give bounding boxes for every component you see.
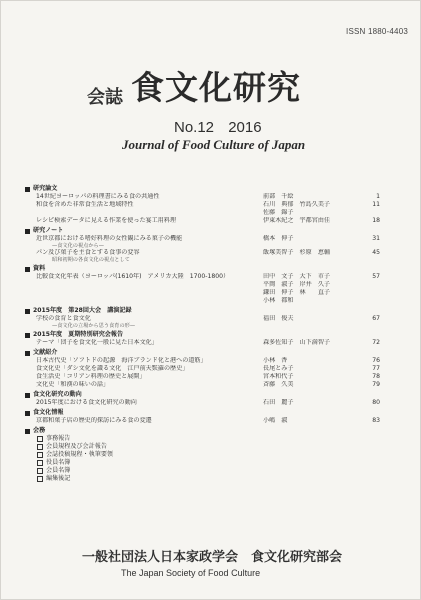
toc-authors: 福田 俊夫 [263,315,294,322]
toc-authors: 小林 香 [263,357,288,364]
toc-page: 57 [372,273,380,280]
toc-entry [36,339,397,347]
toc-section [25,307,397,315]
section-bullet-icon [25,351,30,356]
toc-entry [36,365,397,373]
toc-section-title: 研究ノート [33,227,64,234]
toc-authors: 橋本 伸子 [263,235,294,242]
publisher-en: The Japan Society of Food Culture [121,568,261,578]
toc-subtitle: —食文化の立場から思う食育の形— [52,323,136,329]
toc-entry [36,209,397,217]
toc-authors: 伊東木紀之 宇都宮由佳 [263,217,331,224]
toc-entry [36,235,397,243]
misc-item [37,459,397,467]
section-bullet-icon [25,411,30,416]
toc-title: 京都和菓子店の歴史的探訪にみる食の変遷 [36,417,152,424]
toc-page: 79 [372,381,380,388]
toc-title: 学校の食育と食文化 [36,315,91,322]
issn: ISSN 1880-4403 [346,27,408,36]
toc-authors: 小嶋 淑 [263,417,288,424]
issue-year: 2016 [228,119,262,136]
toc-section [25,331,397,339]
toc-entry [36,217,397,225]
journal-english-title: Journal of Food Culture of Japan [122,137,306,152]
toc-page: 67 [372,315,380,322]
checkbox-icon [37,468,43,474]
title-prefix: 会誌 [87,87,123,108]
checkbox-icon [37,460,43,466]
toc-authors: 石川 典郁 竹島久美子 [263,201,331,208]
toc-section-title: 会務 [33,427,46,434]
toc-section-title: 資料 [33,265,46,272]
toc-page: 18 [372,217,380,224]
toc-entry [36,399,397,407]
toc-title: 近世京都における嗜好料理の女性観にみる菓子の機能 [36,235,183,242]
toc-entry [36,193,397,201]
issue-number: No.12 [174,119,215,136]
toc-title: パン及び菓子を主食とする食事の変容 [36,249,140,256]
title-main: 食文化研究 [131,68,301,107]
toc-page: 76 [372,357,380,364]
toc-entry [36,281,397,289]
toc-authors: 鎌田 伸子 林 直子 [263,289,331,296]
misc-item [37,475,397,483]
misc-items [37,435,397,483]
toc-entry [36,381,397,389]
toc-section [25,409,397,417]
section-bullet-icon [25,393,30,398]
toc-entry [36,289,397,297]
toc-section-title: 2015年度 第28回大会 講演記録 [33,307,132,314]
section-bullet-icon [25,229,30,234]
toc-authors: 前部 千絵 [263,193,294,200]
section-bullet-icon [25,309,30,314]
toc-authors: 宮本和代子 [263,373,294,380]
publisher-jp: 一般社団法人日本家政学会 食文化研究部会 [82,550,343,565]
toc-section [25,349,397,357]
toc-page: 45 [372,249,380,256]
toc-page: 31 [372,235,380,242]
toc-entry [36,357,397,365]
checkbox-icon [37,436,43,442]
toc-section-title: 2015年度 夏期特別研究会報告 [33,331,124,338]
toc-title: レシピ検索データに見える作業を使った宴工用料理 [36,217,177,224]
toc-section [25,427,397,435]
toc-section-title: 食文化情報 [33,409,64,416]
toc-title: 食生活史「コリアン料理の歴史と展開」 [36,373,146,380]
toc-entry [36,249,397,257]
toc-authors: 森多佐知子 山下満智子 [263,339,331,346]
checkbox-icon [37,476,43,482]
toc-section-title: 食文化研究の動向 [33,391,82,398]
section-bullet-icon [25,333,30,338]
toc-title: 日本古代史「ソフトドの起源 海洋ブランド化と港への道筋」 [36,357,207,364]
toc-title: 2015年度における食文化研究の動向 [36,399,137,406]
toc-page: 11 [372,201,380,208]
toc-title: 文化史「和漢の味いの話」 [36,381,110,388]
toc-entry [36,297,397,305]
journal-title [87,62,387,109]
misc-item [37,451,397,459]
toc-authors: 長尾とみ子 [263,365,294,372]
toc-title: 比較食文化年表（ヨーロッパ(1610年) アメリカ大陸 1700-1800） [36,273,230,280]
toc-title: 和食を含めた非常食生活と地域特性 [36,201,134,208]
toc-section [25,185,397,193]
toc-entry [36,373,397,381]
toc-title: テーマ「団子を食文化一般に見た日本文化」 [36,339,158,346]
toc-authors: 田中 文子 大下 市子 [263,273,331,280]
toc-section [25,265,397,273]
toc-section-title: 研究論文 [33,185,58,192]
section-bullet-icon [25,267,30,272]
toc-title: 食文化史「ダシ文化を識る文化 江戸前天麩羅の歴史」 [36,365,189,372]
toc-entry [36,201,397,209]
misc-item-label: 事務報告 [46,435,71,442]
misc-item-label: 役員名簿 [46,459,71,466]
misc-item [37,435,397,443]
toc-entry [36,273,397,281]
section-bullet-icon [25,429,30,434]
toc-authors: 石田 麗子 [263,399,294,406]
toc-section-title: 文献紹介 [33,349,58,356]
toc-page: 83 [372,417,380,424]
checkbox-icon [37,444,43,450]
toc-page: 1 [376,193,380,200]
checkbox-icon [37,452,43,458]
toc-page: 77 [372,365,380,372]
toc-authors: 小林 都和 [263,297,294,304]
toc-authors: 佐藤 錦子 [263,209,294,216]
toc-authors: 飯塚美智子 杉原 恵輔 [263,249,331,256]
table-of-contents [25,183,397,483]
toc-subtitle: —食文化の視点から— [52,243,104,249]
section-bullet-icon [25,187,30,192]
misc-item-label: 会誌投稿規程・執筆要領 [46,451,114,458]
misc-item-label: 会員規程及び会計報告 [46,443,107,450]
misc-item [37,443,397,451]
toc-authors: 平岡 淑子 岸井 久子 [263,281,331,288]
toc-page: 80 [372,399,380,406]
misc-item-label: 会員名簿 [46,467,71,474]
toc-entry [36,315,397,323]
toc-subtitle: 昭和初期の各食文化の視点として [52,257,130,263]
misc-item-label: 編集後記 [46,475,71,482]
toc-title: 14世紀ヨーロッパの料理書にみる食の共通性 [36,193,160,200]
misc-item [37,467,397,475]
toc-page: 72 [372,339,380,346]
toc-authors: 斉藤 久美 [263,381,294,388]
toc-page: 78 [372,373,380,380]
issue-info [174,119,272,136]
toc-entry [36,417,397,425]
toc-section [25,391,397,399]
toc-section [25,227,397,235]
